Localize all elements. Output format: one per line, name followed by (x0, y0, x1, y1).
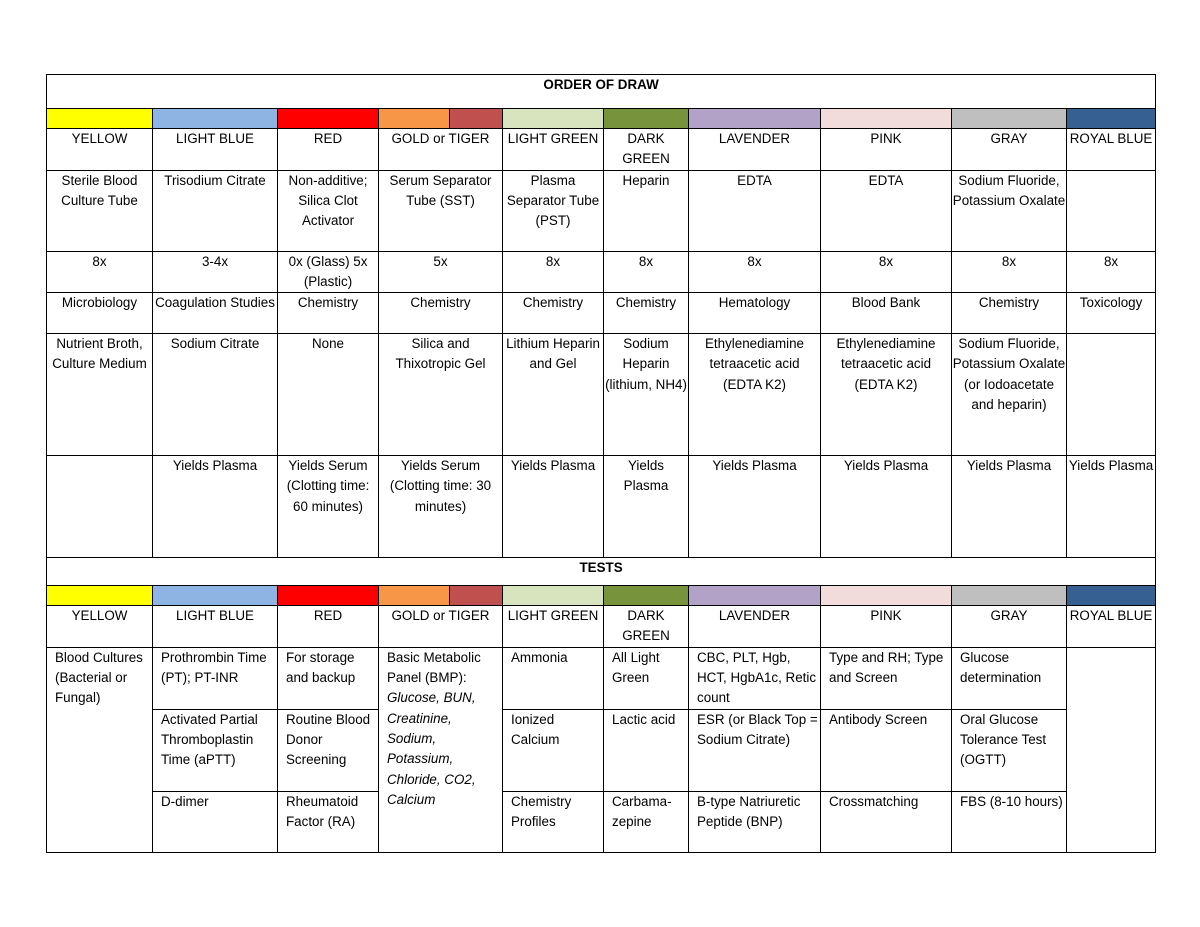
inversion-count: 8x (604, 251, 689, 293)
tube-name: PINK (821, 129, 952, 171)
test-item: ESR (or Black Top = Sodium Citrate) (689, 709, 821, 791)
inversions-row (47, 251, 1156, 293)
test-item-bmp (379, 647, 503, 852)
tube-name: GOLD or TIGER (379, 129, 503, 171)
additive: Nutrient Broth, Culture Medium (47, 334, 153, 456)
test-item: Activated Partial Thromboplastin Time (aPTT) (153, 709, 278, 791)
additive: Silica and Thixotropic Gel (379, 334, 503, 456)
swatch-lavender (689, 586, 821, 606)
tests-section-title: TESTS (47, 558, 1156, 586)
additive: Sodium Fluoride, Potassium Oxalate (or Iodoacetate and heparin) (952, 334, 1067, 456)
empty-cell (1067, 647, 1156, 852)
test-item: All Light Green (604, 647, 689, 709)
test-item: D-dimer (153, 791, 278, 852)
swatch-yellow (47, 109, 153, 129)
tube-type: EDTA (821, 170, 952, 251)
swatch-red (278, 109, 379, 129)
tube-type (1067, 170, 1156, 251)
tube-name: DARK GREEN (604, 606, 689, 648)
inversion-count: 3-4x (153, 251, 278, 293)
tube-name: RED (278, 606, 379, 648)
bmp-heading: Basic Metabolic Panel (BMP): (387, 649, 481, 686)
test-item: Glucose determination (952, 647, 1067, 709)
test-item: Blood Cultures (Bacterial or Fungal) (47, 647, 153, 852)
tube-type: Plasma Separator Tube (PST) (503, 170, 604, 251)
additive: Sodium Citrate (153, 334, 278, 456)
additive: Ethylenediamine tetraacetic acid (EDTA K2) (689, 334, 821, 456)
inversion-count: 8x (503, 251, 604, 293)
inversion-count: 0x (Glass) 5x (Plastic) (278, 251, 379, 293)
inversion-count: 8x (1067, 251, 1156, 293)
department: Blood Bank (821, 293, 952, 334)
tests-row (47, 647, 1156, 709)
department: Chemistry (604, 293, 689, 334)
tube-name: LIGHT BLUE (153, 606, 278, 648)
tests-tube-name-row (47, 606, 1156, 648)
tube-name: LIGHT BLUE (153, 129, 278, 171)
tube-name: ROYAL BLUE (1067, 129, 1156, 171)
department: Chemistry (379, 293, 503, 334)
department: Coagulation Studies (153, 293, 278, 334)
tube-name: GRAY (952, 606, 1067, 648)
tube-type: Sodium Fluoride, Potassium Oxalate (952, 170, 1067, 251)
yield (47, 456, 153, 558)
department-row (47, 293, 1156, 334)
test-item: Oral Glucose Tolerance Test (OGTT) (952, 709, 1067, 791)
tube-name: LIGHT GREEN (503, 606, 604, 648)
tube-name: YELLOW (47, 129, 153, 171)
additive: Lithium Heparin and Gel (503, 334, 604, 456)
yield: Yields Plasma (153, 456, 278, 558)
additive: Sodium Heparin (lithium, NH4) (604, 334, 689, 456)
swatch-pink (821, 586, 952, 606)
department: Chemistry (503, 293, 604, 334)
tests-row (47, 791, 1156, 852)
additive-row (47, 334, 1156, 456)
test-item: Ionized Calcium (503, 709, 604, 791)
department: Microbiology (47, 293, 153, 334)
tube-name: DARK GREEN (604, 129, 689, 171)
additive: Ethylenediamine tetraacetic acid (EDTA K2) (821, 334, 952, 456)
test-item: Chemistry Profiles (503, 791, 604, 852)
yield: Yields Plasma (952, 456, 1067, 558)
yield: Yields Plasma (689, 456, 821, 558)
yield: Yields Plasma (821, 456, 952, 558)
test-item: CBC, PLT, Hgb, HCT, HgbA1c, Retic count (689, 647, 821, 709)
department: Chemistry (278, 293, 379, 334)
swatch-red (278, 586, 379, 606)
inversion-count: 5x (379, 251, 503, 293)
tube-name: LAVENDER (689, 129, 821, 171)
additive (1067, 334, 1156, 456)
yield: Yields Plasma (1067, 456, 1156, 558)
bmp-detail: Glucose, BUN, Creatinine, Sodium, Potassium, Chloride, CO2, Calcium (387, 690, 476, 807)
test-item: Rheumatoid Factor (RA) (278, 791, 379, 852)
tube-name: RED (278, 129, 379, 171)
inversion-count: 8x (821, 251, 952, 293)
tube-name: LAVENDER (689, 606, 821, 648)
tube-type: Serum Separator Tube (SST) (379, 170, 503, 251)
test-item: For storage and backup (278, 647, 379, 709)
swatch-light-blue (153, 586, 278, 606)
order-of-draw-table (46, 74, 1156, 853)
tube-name: GOLD or TIGER (379, 606, 503, 648)
tube-name: ROYAL BLUE (1067, 606, 1156, 648)
swatch-light-green (503, 109, 604, 129)
swatch-gold (379, 586, 450, 606)
test-item: Routine Blood Donor Screening (278, 709, 379, 791)
tube-type: Heparin (604, 170, 689, 251)
test-item: B-type Natriuretic Peptide (BNP) (689, 791, 821, 852)
swatch-gold (379, 109, 450, 129)
inversion-count: 8x (47, 251, 153, 293)
department: Chemistry (952, 293, 1067, 334)
swatch-gray (952, 109, 1067, 129)
yield: Yields Serum (Clotting time: 60 minutes) (278, 456, 379, 558)
test-item: Prothrombin Time (PT); PT-INR (153, 647, 278, 709)
yield: Yields Plasma (604, 456, 689, 558)
department: Hematology (689, 293, 821, 334)
inversion-count: 8x (952, 251, 1067, 293)
swatch-pink (821, 109, 952, 129)
tube-type: EDTA (689, 170, 821, 251)
test-item: Antibody Screen (821, 709, 952, 791)
swatch-dark-green (604, 586, 689, 606)
swatch-dark-green (604, 109, 689, 129)
swatch-light-blue (153, 109, 278, 129)
inversion-count: 8x (689, 251, 821, 293)
yield: Yields Plasma (503, 456, 604, 558)
test-item: Type and RH; Type and Screen (821, 647, 952, 709)
tests-color-swatch-row (47, 586, 1156, 606)
swatch-yellow (47, 586, 153, 606)
tube-type: Trisodium Citrate (153, 170, 278, 251)
tube-name: GRAY (952, 129, 1067, 171)
swatch-tiger (450, 586, 503, 606)
yield: Yields Serum (Clotting time: 30 minutes) (379, 456, 503, 558)
tests-row (47, 709, 1156, 791)
additive: None (278, 334, 379, 456)
color-swatch-row (47, 109, 1156, 129)
test-item: FBS (8-10 hours) (952, 791, 1067, 852)
swatch-light-green (503, 586, 604, 606)
tube-name-row (47, 129, 1156, 171)
page-title: ORDER OF DRAW (47, 75, 1156, 109)
swatch-gray (952, 586, 1067, 606)
swatch-royal-blue (1067, 109, 1156, 129)
tube-name: LIGHT GREEN (503, 129, 604, 171)
test-item: Ammonia (503, 647, 604, 709)
department: Toxicology (1067, 293, 1156, 334)
test-item: Carbama-zepine (604, 791, 689, 852)
swatch-lavender (689, 109, 821, 129)
swatch-tiger (450, 109, 503, 129)
test-item: Crossmatching (821, 791, 952, 852)
tube-name: PINK (821, 606, 952, 648)
tube-type: Sterile Blood Culture Tube (47, 170, 153, 251)
tube-type-row (47, 170, 1156, 251)
yield-row (47, 456, 1156, 558)
swatch-royal-blue (1067, 586, 1156, 606)
test-item: Lactic acid (604, 709, 689, 791)
tube-type: Non-additive; Silica Clot Activator (278, 170, 379, 251)
tube-name: YELLOW (47, 606, 153, 648)
